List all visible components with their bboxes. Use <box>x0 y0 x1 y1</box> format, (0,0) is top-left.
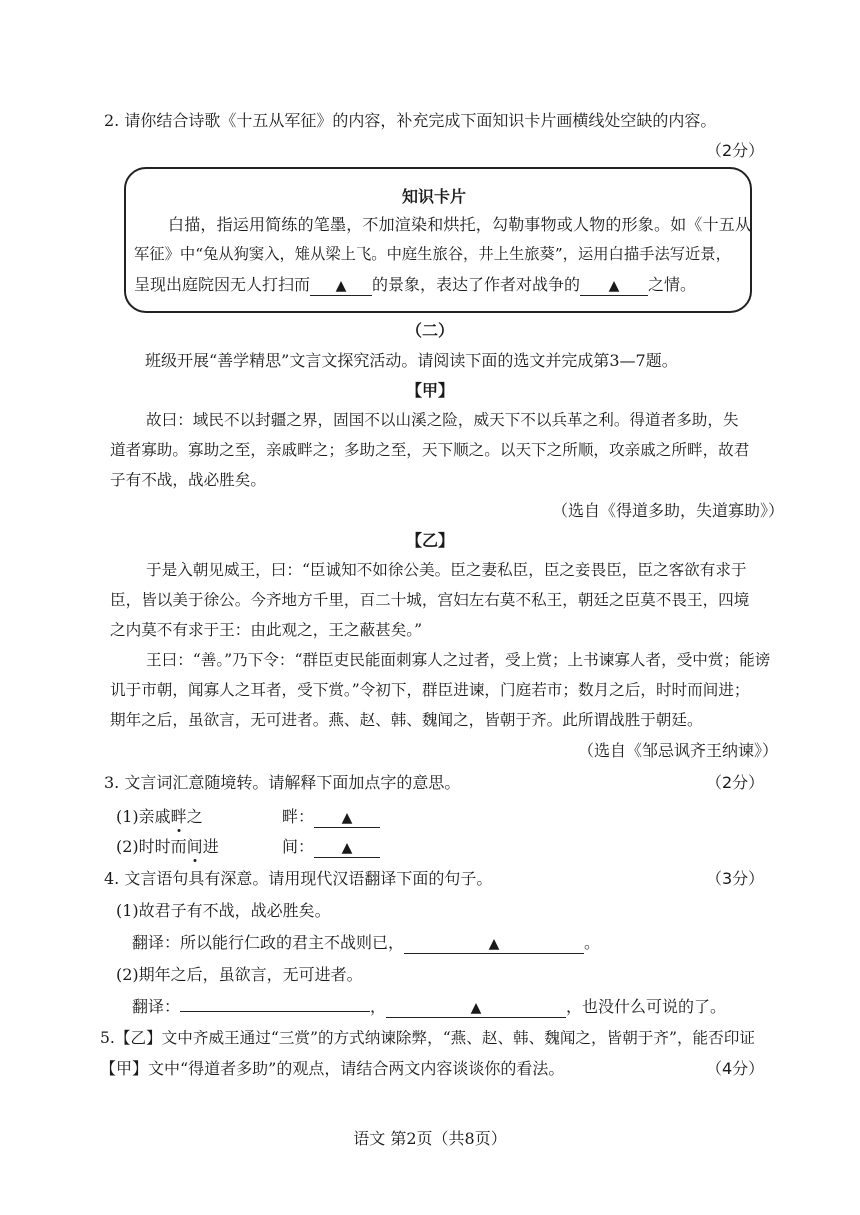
card-blank-1[interactable] <box>310 277 372 296</box>
q3-item-1-post: 之 <box>186 807 203 826</box>
q5-line-2: 【甲】文中“得道者多助”的观点，请结合两文内容谈谈你的看法。 <box>100 1059 565 1078</box>
card-line-3-a: 呈现出庭院因无人打扫而 <box>134 275 311 294</box>
card-title: 知识卡片 <box>402 187 467 206</box>
section-intro: 班级开展“善学精思”文言文探究活动。请阅读下面的选文并完成第3—7题。 <box>145 351 678 370</box>
section-heading: （二） <box>405 321 454 340</box>
q4-item-2: (2)期年之后，虽欲言，无可进者。 <box>116 965 363 984</box>
yi-p1-line-1: 于是入朝见威王，曰：“臣诚知不如徐公美。臣之妻私臣，臣之妾畏臣，臣之客欲有求于 <box>146 561 747 579</box>
q3-text: 3. 文言词汇意随境转。请解释下面加点字的意思。 <box>104 773 461 792</box>
q2-text: 2. 请你结合诗歌《十五从军征》的内容，补充完成下面知识卡片画横线处空缺的内容。 <box>104 111 717 130</box>
card-line-2: 军征》中“兔从狗窦入，雉从梁上飞。中庭生旅谷，井上生旅葵”，运用白描手法写近景， <box>134 245 731 263</box>
q3-answer-1-label: 畔： <box>282 807 315 826</box>
q5-line-1: 5.【乙】文中齐威王通过“三赏”的方式纳谏除弊，“燕、赵、韩、魏闻之，皆朝于齐”，能否印证 <box>100 1029 755 1047</box>
q3-blank-1[interactable] <box>314 809 380 828</box>
yi-p2-line-3: 期年之后，虽欲言，无可进者。燕、赵、韩、魏闻之，皆朝于齐。此所谓战胜于朝廷。 <box>110 711 703 729</box>
card-line-1: 白描，指运用简练的笔墨，不加渲染和烘托，勾勒事物或人物的形象。如《十五从 <box>168 215 752 234</box>
triangle-mark-icon: ▲ <box>341 810 353 826</box>
q3-answer-2 <box>282 834 380 858</box>
q3-item-2-pre: (2)时时而 <box>116 837 187 856</box>
q3-item-2 <box>116 834 219 857</box>
card-blank-2[interactable] <box>580 277 648 296</box>
triangle-mark-icon: ▲ <box>488 936 500 952</box>
q3-answer-1 <box>282 804 380 828</box>
yi-p2-line-2: 讥于市朝，闻寡人之耳者，受下赏。”令初下，群臣进谏，门庭若市；数月之后，时时而间进； <box>110 681 750 699</box>
yi-p2-line-1: 王曰：“善。”乃下令：“群臣吏民能面刺寡人之过者，受上赏；上书谏寡人者，受中赏；能谤 <box>146 651 771 669</box>
jia-line-1: 故曰：域民不以封疆之界，固国不以山溪之险，威天下不以兵革之利。得道者多助，失 <box>146 411 739 429</box>
card-line-3 <box>134 272 696 296</box>
q3-blank-2[interactable] <box>314 839 380 858</box>
yi-p1-line-2: 臣，皆以美于徐公。今齐地方千里，百二十城，宫妇左右莫不私王，朝廷之臣莫不畏王，四境 <box>110 591 750 609</box>
triangle-mark-icon: ▲ <box>608 278 620 294</box>
q4-blank-1[interactable] <box>404 935 584 954</box>
q3-answer-2-label: 间： <box>282 837 315 856</box>
q4-trans-2-b: ， <box>370 997 387 1016</box>
q4-trans-2 <box>132 994 726 1018</box>
q5-score: （4分） <box>706 1059 765 1078</box>
q4-blank-3[interactable] <box>386 999 566 1018</box>
yi-heading: 【乙】 <box>405 531 454 550</box>
card-line-3-b: 的景象，表达了作者对战争的 <box>372 275 581 294</box>
q3-item-1-dotted-char: 畔 <box>170 807 187 826</box>
q4-trans-1-b: 。 <box>584 933 601 952</box>
q3-score: （2分） <box>706 773 765 792</box>
card-line-3-c: 之情。 <box>648 275 697 294</box>
q4-score: （3分） <box>706 869 765 888</box>
jia-line-3: 子有不战，战必胜矣。 <box>110 471 266 489</box>
jia-heading: 【甲】 <box>405 381 454 400</box>
yi-p1-line-3: 之内莫不有求于王：由此观之，王之蔽甚矣。” <box>110 621 423 639</box>
q3-item-1 <box>116 804 203 827</box>
q4-blank-2[interactable] <box>180 1011 370 1012</box>
yi-source: （选自《邹忌讽齐王纳谏》） <box>578 741 779 760</box>
q4-trans-1-a: 翻译：所以能行仁政的君主不战则已， <box>132 933 405 952</box>
triangle-mark-icon: ▲ <box>335 278 347 294</box>
q3-item-1-pre: (1)亲戚 <box>116 807 171 826</box>
q4-trans-2-a: 翻译： <box>132 997 181 1016</box>
q2-score: （2分） <box>706 141 765 160</box>
triangle-mark-icon: ▲ <box>341 840 353 856</box>
q4-trans-1 <box>132 930 600 954</box>
page-footer: 语文 第2页（共8页） <box>353 1129 507 1148</box>
q4-text: 4. 文言语句具有深意。请用现代汉语翻译下面的句子。 <box>104 869 493 888</box>
jia-line-2: 道者寡助。寡助之至，亲戚畔之；多助之至，天下顺之。以天下之所顺，攻亲戚之所畔，故君 <box>110 441 750 459</box>
q3-item-2-dotted-char: 间 <box>186 837 203 856</box>
jia-source: （选自《得道多助，失道寡助》） <box>552 501 785 520</box>
q4-trans-2-c: ，也没什么可说的了。 <box>566 997 727 1016</box>
triangle-mark-icon: ▲ <box>470 1000 482 1016</box>
q3-item-2-post: 进 <box>202 837 219 856</box>
q4-item-1: (1)故君子有不战，战必胜矣。 <box>116 901 331 920</box>
